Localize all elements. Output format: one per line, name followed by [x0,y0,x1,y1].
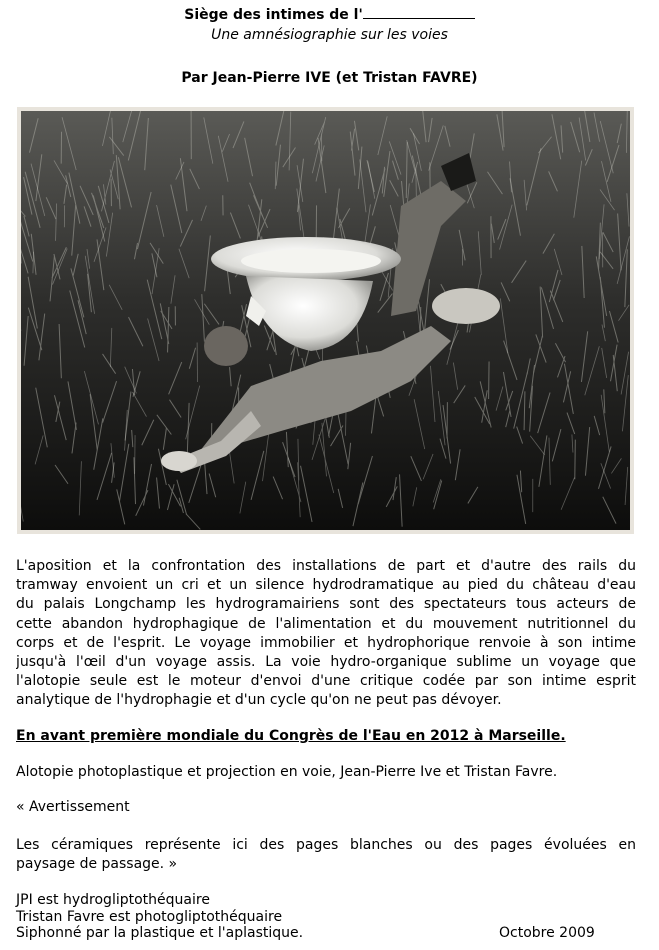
alotopie-credit: Alotopie photoplastique et projection en voie, Jean-Pierre Ive et Tristan Favre. [16,764,558,780]
document-subtitle: Une amnésiographie sur les voies [211,27,448,43]
para-line: corps et de l'esprit. Le voyage immobilier et hydrophorique renvoie à son intime [16,634,636,651]
para-line: L'aposition et la confrontation des installations de part et d'autre des rails du [16,558,636,574]
para-line: du palais Longchamp les hydrogramairiens sont des spectateurs tous acteurs de [16,596,636,613]
photograph [17,107,634,534]
para-line: l'alotopie seule est le moteur d'envoi d'une critique codée par son intime esprit [16,673,636,690]
document-title [0,6,659,23]
document-date: Octobre 2009 [499,925,595,941]
footer-line: JPI est hydrogliptothéquaire [16,892,210,908]
premiere-heading: En avant première mondiale du Congrès de l'Eau en 2012 à Marseille. [16,728,566,744]
photo-grass-toilet [21,111,630,530]
ceram-line: paysage de passage. » [16,856,178,873]
para-line: analytique de l'hydrophagie et d'un cycle qu'on ne peut pas dévoyer. [16,692,502,709]
ceramiques-note [16,836,636,874]
para-line: jusqu'à l'œil d'un voyage assis. La voie hydro-organique sublime un voyage que [16,654,636,671]
paragraph-intro [16,557,636,711]
footer-line: Siphonné par la plastique et l'aplastique. [16,925,304,941]
title-blank-line [363,6,475,19]
footer-line: Tristan Favre est photogliptothéquaire [16,908,283,925]
avertissement-label: « Avertissement [16,799,130,815]
para-line: cette abandon hydrophagique de l'alimentation et du mouvement nutritionnel du [16,615,636,632]
para-line: tramway envoient un cri et un silence hydrodramatique au pied du château d'eau [16,577,636,594]
document-authors: Par Jean-Pierre IVE (et Tristan FAVRE) [181,70,478,86]
ceram-line: Les céramiques représente ici des pages blanches ou des pages évoluées en [16,837,636,853]
title-text: Siège des intimes de l' [184,7,363,23]
